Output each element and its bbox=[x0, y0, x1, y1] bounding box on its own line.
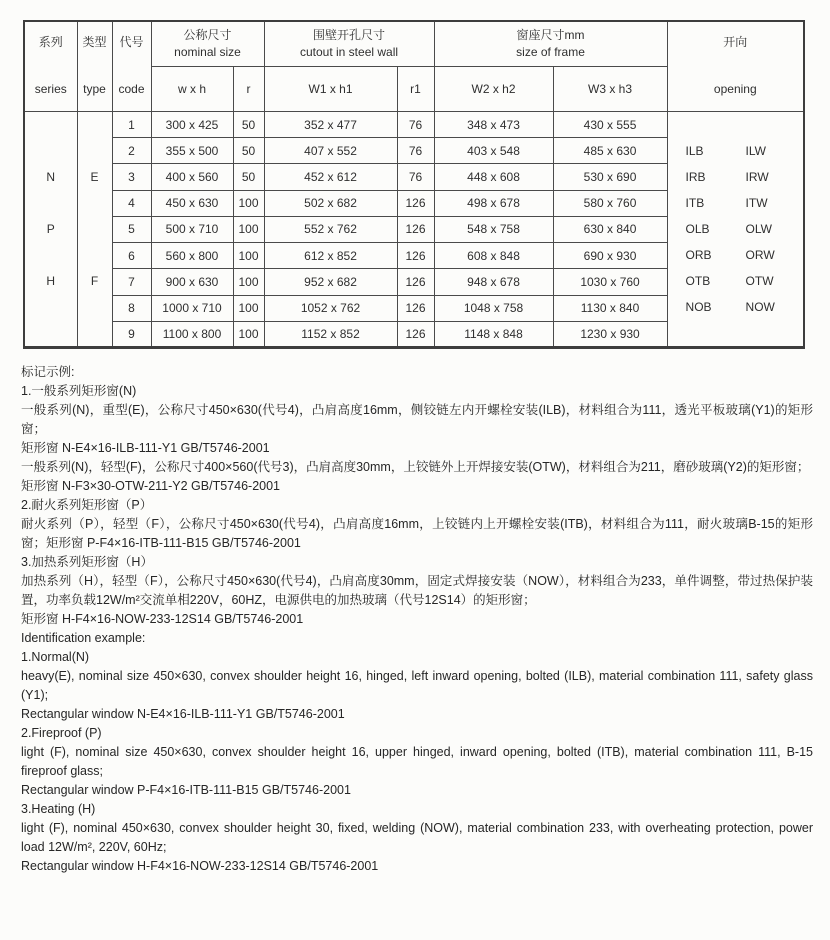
note-line: Rectangular window H-F4×16-NOW-233-12S14 GB/T5746-2001 bbox=[21, 859, 379, 873]
col-header-code-zh: 代号 bbox=[119, 35, 144, 49]
opening-code: OLB bbox=[685, 222, 710, 236]
type-cell bbox=[77, 112, 112, 348]
r-cell: 50 bbox=[233, 112, 264, 138]
w1h1-cell: 452 x 612 bbox=[264, 164, 397, 190]
opening-code: IRB bbox=[685, 170, 706, 184]
opening-pair bbox=[686, 195, 804, 211]
wh-cell: 560 x 800 bbox=[151, 243, 233, 269]
note-line: 矩形窗 N-F3×30-OTW-211-Y2 GB/T5746-2001 bbox=[21, 479, 281, 493]
w3h3-cell: 485 x 630 bbox=[553, 138, 667, 164]
code-cell: 3 bbox=[112, 164, 151, 190]
opening-pair bbox=[686, 273, 804, 289]
w2h2-cell: 498 x 678 bbox=[434, 190, 553, 216]
type-value-f: F bbox=[90, 274, 99, 288]
table-row bbox=[24, 112, 804, 138]
subheader-w2h2: W2 x h2 bbox=[434, 67, 553, 112]
col-header-nominal-zh: 公称尺寸 bbox=[183, 28, 232, 42]
col-header-cutout-zh: 围壁开孔尺寸 bbox=[313, 28, 386, 42]
note-line: 加热系列（H），轻型（F），公称尺寸450×630(代号4)，凸肩高度30mm，固定式焊接安装（NOW），材料组合为233，单件调整，带过热保护装置，功率负载12W/m²交流单相220V，60HZ，电源供电的加热玻璃（代号12S14）的矩形窗； bbox=[21, 574, 813, 607]
r1-cell: 126 bbox=[397, 321, 434, 347]
opening-code: IRW bbox=[745, 170, 769, 184]
col-header-nominal-size bbox=[151, 21, 264, 67]
wh-cell: 1100 x 800 bbox=[151, 321, 233, 347]
r-cell: 100 bbox=[233, 243, 264, 269]
code-cell: 2 bbox=[112, 138, 151, 164]
opening-code: NOB bbox=[685, 300, 712, 314]
col-header-type bbox=[77, 21, 112, 112]
opening-pair bbox=[686, 299, 804, 315]
opening-code: ORB bbox=[685, 248, 712, 262]
col-header-opening-zh: 开向 bbox=[723, 35, 748, 49]
r1-cell: 76 bbox=[397, 164, 434, 190]
code-cell: 4 bbox=[112, 190, 151, 216]
series-value-h: H bbox=[46, 274, 56, 288]
identification-notes bbox=[21, 363, 813, 876]
w3h3-cell: 630 x 840 bbox=[553, 216, 667, 242]
r-cell: 100 bbox=[233, 295, 264, 321]
note-line: 一般系列(N)，重型(E)，公称尺寸450×630(代号4)，凸肩高度16mm，侧铰链左内开螺栓安装(ILB)，材料组合为111，透光平板玻璃(Y1)的矩形窗； bbox=[21, 403, 813, 436]
code-cell: 7 bbox=[112, 269, 151, 295]
opening-code: ORW bbox=[745, 248, 775, 262]
w1h1-cell: 612 x 852 bbox=[264, 243, 397, 269]
series-value-n: N bbox=[46, 170, 56, 184]
w2h2-cell: 948 x 678 bbox=[434, 269, 553, 295]
w3h3-cell: 430 x 555 bbox=[553, 112, 667, 138]
subheader-r: r bbox=[233, 67, 264, 112]
w1h1-cell: 1152 x 852 bbox=[264, 321, 397, 347]
wh-cell: 900 x 630 bbox=[151, 269, 233, 295]
w2h2-cell: 548 x 758 bbox=[434, 216, 553, 242]
opening-code: ITB bbox=[685, 196, 705, 210]
opening-code: ILW bbox=[745, 144, 766, 158]
type-value-e: E bbox=[90, 170, 99, 184]
subheader-w1h1: W1 x h1 bbox=[264, 67, 397, 112]
code-cell: 5 bbox=[112, 216, 151, 242]
code-cell: 1 bbox=[112, 112, 151, 138]
col-header-cutout-en: cutout in steel wall bbox=[299, 45, 399, 59]
opening-code: OTB bbox=[685, 274, 711, 288]
w1h1-cell: 952 x 682 bbox=[264, 269, 397, 295]
col-header-series-en: series bbox=[34, 82, 67, 96]
opening-code: OLW bbox=[745, 222, 772, 236]
r-cell: 100 bbox=[233, 216, 264, 242]
note-line: 2.Fireproof (P) bbox=[21, 726, 102, 740]
r1-cell: 126 bbox=[397, 190, 434, 216]
w3h3-cell: 580 x 760 bbox=[553, 190, 667, 216]
w2h2-cell: 348 x 473 bbox=[434, 112, 553, 138]
opening-pair bbox=[686, 247, 804, 263]
series-cell bbox=[24, 112, 77, 348]
wh-cell: 500 x 710 bbox=[151, 216, 233, 242]
w1h1-cell: 502 x 682 bbox=[264, 190, 397, 216]
col-header-nominal-en: nominal size bbox=[174, 45, 241, 59]
subheader-wxh: w x h bbox=[151, 67, 233, 112]
w3h3-cell: 690 x 930 bbox=[553, 243, 667, 269]
note-line: 矩形窗 H-F4×16-NOW-233-12S14 GB/T5746-2001 bbox=[21, 612, 304, 626]
w1h1-cell: 1052 x 762 bbox=[264, 295, 397, 321]
col-header-frame-en: size of frame bbox=[516, 45, 585, 59]
opening-pair bbox=[686, 221, 804, 237]
note-line: 2.耐火系列矩形窗（P） bbox=[21, 498, 153, 512]
w3h3-cell: 1230 x 930 bbox=[553, 321, 667, 347]
code-cell: 8 bbox=[112, 295, 151, 321]
col-header-code bbox=[112, 21, 151, 112]
subheader-r1: r1 bbox=[397, 67, 434, 112]
col-header-frame-zh: 窗座尺寸mm bbox=[516, 28, 585, 42]
wh-cell: 450 x 630 bbox=[151, 190, 233, 216]
opening-code: NOW bbox=[745, 300, 775, 314]
note-line: Rectangular window N-E4×16-ILB-111-Y1 GB/T5746-2001 bbox=[21, 707, 345, 721]
w1h1-cell: 407 x 552 bbox=[264, 138, 397, 164]
r1-cell: 126 bbox=[397, 295, 434, 321]
col-header-frame-size bbox=[434, 21, 667, 67]
r1-cell: 76 bbox=[397, 138, 434, 164]
note-line: 矩形窗 N-E4×16-ILB-111-Y1 GB/T5746-2001 bbox=[21, 441, 270, 455]
note-line: 标记示例: bbox=[21, 365, 75, 379]
w3h3-cell: 530 x 690 bbox=[553, 164, 667, 190]
wh-cell: 300 x 425 bbox=[151, 112, 233, 138]
r1-cell: 126 bbox=[397, 269, 434, 295]
subheader-w3h3: W3 x h3 bbox=[553, 67, 667, 112]
col-header-series-zh: 系列 bbox=[38, 35, 63, 49]
code-cell: 9 bbox=[112, 321, 151, 347]
w2h2-cell: 403 x 548 bbox=[434, 138, 553, 164]
r-cell: 100 bbox=[233, 190, 264, 216]
w2h2-cell: 448 x 608 bbox=[434, 164, 553, 190]
r1-cell: 126 bbox=[397, 243, 434, 269]
note-line: light (F), nominal 450×630, convex shoulder height 30, fixed, welding (NOW), material combination 233, with overheating protection, power load 12W/m², 220V, 60Hz; bbox=[21, 821, 813, 854]
w3h3-cell: 1130 x 840 bbox=[553, 295, 667, 321]
note-line: 3.Heating (H) bbox=[21, 802, 96, 816]
note-line: Rectangular window P-F4×16-ITB-111-B15 GB/T5746-2001 bbox=[21, 783, 351, 797]
col-header-opening bbox=[667, 21, 804, 112]
opening-code: ITW bbox=[745, 196, 768, 210]
opening-pair bbox=[686, 143, 804, 159]
w2h2-cell: 1148 x 848 bbox=[434, 321, 553, 347]
wh-cell: 1000 x 710 bbox=[151, 295, 233, 321]
note-line: Identification example: bbox=[21, 631, 146, 645]
note-line: heavy(E), nominal size 450×630, convex shoulder height 16, hinged, left inward opening, bolted (ILB), material combination 111, safety glass (Y1); bbox=[21, 669, 813, 702]
r-cell: 50 bbox=[233, 138, 264, 164]
w1h1-cell: 552 x 762 bbox=[264, 216, 397, 242]
window-spec-table bbox=[23, 20, 805, 349]
r-cell: 100 bbox=[233, 269, 264, 295]
opening-code: ILB bbox=[685, 144, 704, 158]
r1-cell: 76 bbox=[397, 112, 434, 138]
col-header-series bbox=[24, 21, 77, 112]
wh-cell: 400 x 560 bbox=[151, 164, 233, 190]
r-cell: 50 bbox=[233, 164, 264, 190]
r1-cell: 126 bbox=[397, 216, 434, 242]
col-header-opening-en: opening bbox=[713, 82, 757, 96]
col-header-type-zh: 类型 bbox=[82, 35, 107, 49]
note-line: 1.Normal(N) bbox=[21, 650, 90, 664]
w1h1-cell: 352 x 477 bbox=[264, 112, 397, 138]
opening-cell bbox=[667, 112, 804, 348]
w2h2-cell: 1048 x 758 bbox=[434, 295, 553, 321]
opening-pair bbox=[686, 169, 804, 185]
r-cell: 100 bbox=[233, 321, 264, 347]
col-header-cutout bbox=[264, 21, 434, 67]
col-header-code-en: code bbox=[118, 82, 145, 96]
w2h2-cell: 608 x 848 bbox=[434, 243, 553, 269]
note-line: 一般系列(N)，轻型(F)，公称尺寸400×560(代号3)，凸肩高度30mm，上铰链外上开焊接安装(OTW)，材料组合为211，磨砂玻璃(Y2)的矩形窗； bbox=[21, 460, 810, 474]
code-cell: 6 bbox=[112, 243, 151, 269]
note-line: 耐火系列（P），轻型（F），公称尺寸450×630(代号4)，凸肩高度16mm，上铰链内上开螺栓安装(ITB)，材料组合为111，耐火玻璃B-15的矩形窗；矩形窗 P-F4×16-ITB-111-B15 GB/T5746-2001 bbox=[21, 517, 813, 550]
note-line: 3.加热系列矩形窗（H） bbox=[21, 555, 153, 569]
opening-code: OTW bbox=[745, 274, 774, 288]
col-header-type-en: type bbox=[83, 82, 106, 96]
wh-cell: 355 x 500 bbox=[151, 138, 233, 164]
w3h3-cell: 1030 x 760 bbox=[553, 269, 667, 295]
series-value-p: P bbox=[46, 222, 55, 236]
note-line: light (F), nominal size 450×630, convex shoulder height 16, upper hinged, inward opening, bolted (ITB), material combination 111, B-15 fireproof glass; bbox=[21, 745, 813, 778]
note-line: 1.一般系列矩形窗(N) bbox=[21, 384, 137, 398]
